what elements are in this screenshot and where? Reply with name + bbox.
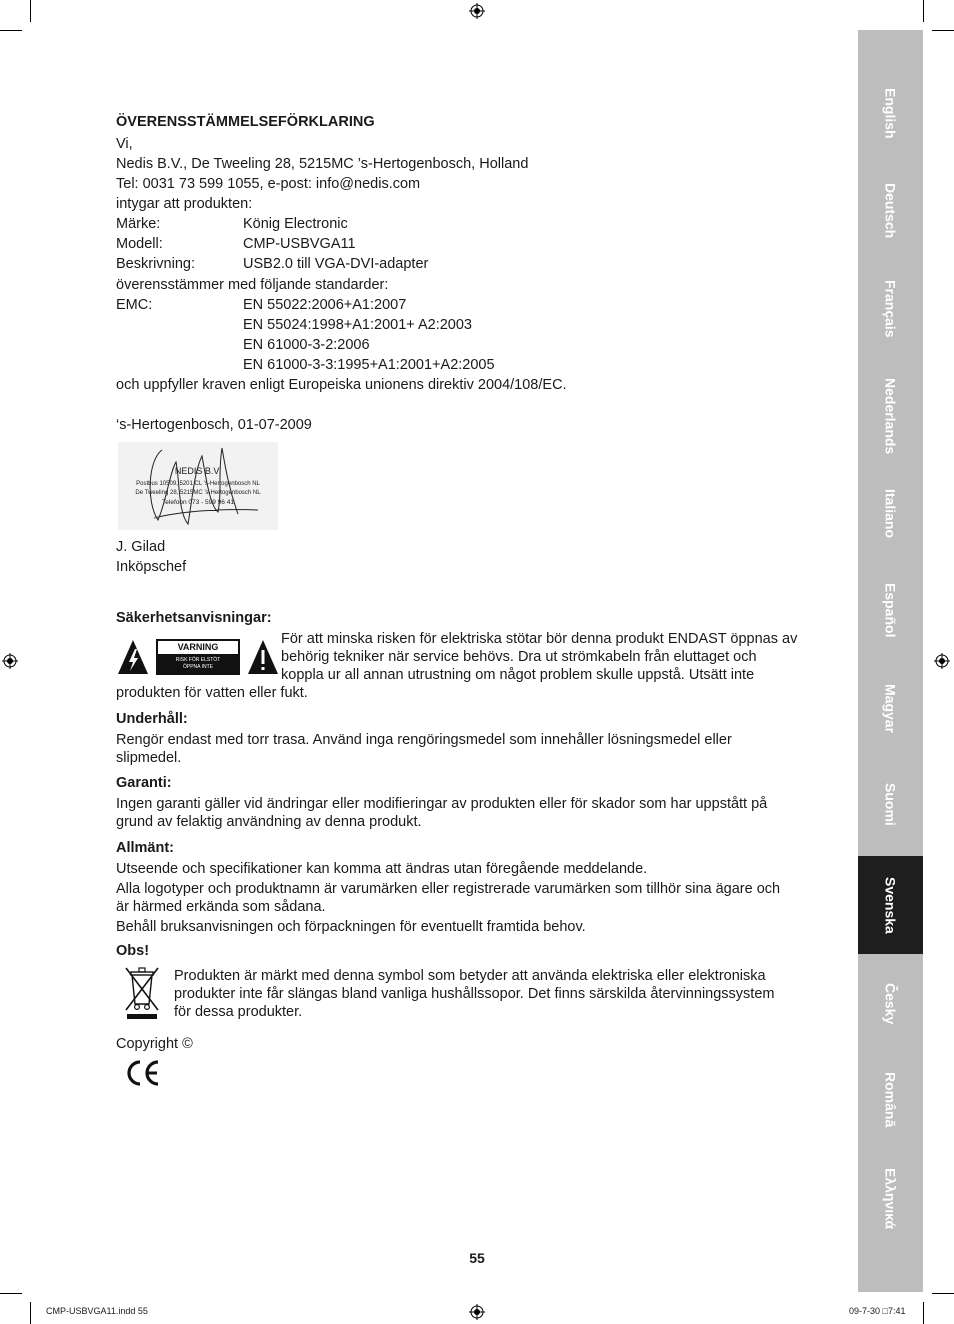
tab-label: Svenska: [882, 876, 899, 934]
model-value: CMP-USBVGA11: [243, 236, 356, 252]
signature-icon: [118, 442, 278, 530]
tab-label: Magyar: [882, 684, 899, 734]
tab-magyar[interactable]: [858, 666, 923, 752]
emc-label: EMC:: [116, 297, 153, 313]
maintenance-text: slipmedel.: [116, 750, 182, 766]
brand-label: Märke:: [116, 216, 161, 232]
decl-certify: intygar att produkten:: [116, 196, 253, 212]
tab-nederlands[interactable]: [858, 358, 923, 474]
note-text: produkter inte får slängas bland vanliga hushållssopor. Det finns särskilda återvinningssystem: [174, 986, 775, 1002]
tab-label: Español: [882, 582, 899, 638]
general-heading: Allmänt:: [116, 840, 174, 856]
stamp-address: Postbus 10509, 5201 CL ’s-Hertogenbosch NL: [136, 481, 260, 487]
safety-text: koppla ur all annan utrustning om något problem skulle uppstå. Utsätt inte: [281, 667, 755, 683]
registration-mark-icon: [469, 3, 485, 19]
decl-directive: och uppfyller kraven enligt Europeiska unionens direktiv 2004/108/EC.: [116, 377, 567, 393]
warning-label-graphic: [116, 637, 280, 677]
page-number: 55: [469, 1250, 485, 1266]
signer-title: Inköpschef: [116, 559, 187, 575]
general-text: Alla logotyper och produktnamn är varumärken eller registrerade varumärken som tillhör sina ägare och: [116, 881, 781, 897]
maintenance-text: Rengör endast med torr trasa. Använd inga rengöringsmedel som innehåller lösningsmedel eller: [116, 732, 732, 748]
signature-stamp: [118, 442, 278, 530]
signer-name: J. Gilad: [116, 539, 166, 555]
emc-standard: EN 61000-3-2:2006: [243, 337, 370, 353]
registration-mark-icon: [469, 1304, 485, 1320]
warning-box: [156, 639, 240, 675]
warranty-heading: Garanti:: [116, 775, 172, 791]
declaration-heading: ÖVERENSSTÄMMELSEFÖRKLARING: [116, 114, 375, 130]
tab-deutsch[interactable]: [858, 162, 923, 260]
tab-label: English: [882, 87, 899, 139]
safety-text: produkten för vatten eller fukt.: [116, 685, 308, 701]
tab-label: Suomi: [882, 782, 899, 826]
tab-svenska[interactable]: [858, 856, 923, 954]
tab-espanol[interactable]: [858, 554, 923, 666]
tab-label: Română: [882, 1072, 899, 1128]
registration-mark-icon: [934, 653, 950, 669]
note-text: för dessa produkter.: [174, 1004, 303, 1020]
tab-label: Ελληνικά: [882, 1168, 899, 1230]
decl-contact: Tel: 0031 73 599 1055, e-post: info@nedis.com: [116, 176, 421, 192]
desc-value: USB2.0 till VGA-DVI-adapter: [243, 256, 429, 272]
tab-label: Česky: [882, 983, 899, 1025]
tab-label: Français: [882, 280, 899, 338]
decl-vi: Vi,: [116, 136, 133, 152]
ce-mark-icon: [124, 1058, 162, 1088]
tab-cesky[interactable]: [858, 954, 923, 1054]
emc-standard: EN 61000-3-3:1995+A1:2001+A2:2005: [243, 357, 495, 373]
warning-sub: ÖPPNA INTE: [182, 664, 213, 670]
copyright: Copyright ©: [116, 1036, 193, 1052]
tab-label: Deutsch: [882, 183, 899, 239]
tab-suomi[interactable]: [858, 752, 923, 856]
footer-date: 09-7-30 □7:41: [849, 1306, 906, 1316]
warning-sub: RISK FÖR ELSTÖT: [175, 657, 221, 663]
warranty-text: Ingen garanti gäller vid ändringar eller modifieringar av produkten eller för skador som har uppstått på: [116, 796, 768, 812]
place-date: ‘s-Hertogenbosch, 01-07-2009: [116, 417, 312, 433]
stamp-company: NEDIS B.V.: [174, 466, 222, 476]
registration-mark-icon: [2, 653, 18, 669]
general-text: Utseende och specifikationer kan komma att ändras utan föregående meddelande.: [116, 861, 648, 877]
emc-standard: EN 55024:1998+A1:2001+ A2:2003: [243, 317, 472, 333]
language-tabs: [858, 30, 923, 1292]
emc-standard: EN 55022:2006+A1:2007: [243, 297, 407, 313]
tab-francais[interactable]: [858, 260, 923, 358]
safety-text: behörig tekniker när service behövs. Dra ut strömkabeln från eluttaget och: [281, 649, 757, 665]
tab-romana[interactable]: [858, 1054, 923, 1146]
model-label: Modell:: [116, 236, 163, 252]
tab-ellinika[interactable]: [858, 1146, 923, 1252]
stamp-address: De Tweeling 28, 5215MC ’s-Hertogenbosch NL: [135, 490, 261, 496]
desc-label: Beskrivning:: [116, 256, 195, 272]
safety-text: För att minska risken för elektriska stötar bör denna produkt ENDAST öppnas av: [281, 631, 798, 647]
weee-bin-icon: [122, 964, 162, 1022]
tab-label: Italiano: [882, 489, 899, 539]
decl-company: Nedis B.V., De Tweeling 28, 5215MC ’s-Hertogenbosch, Holland: [116, 156, 529, 172]
general-text: är härmed erkända som sådana.: [116, 899, 326, 915]
decl-conforms: överensstämmer med följande standarder:: [116, 277, 389, 293]
note-text: Produkten är märkt med denna symbol som betyder att använda elektriska eller elektroniska: [174, 968, 766, 984]
tab-label: Nederlands: [882, 377, 899, 455]
maintenance-heading: Underhåll:: [116, 711, 188, 727]
tab-italiano[interactable]: [858, 474, 923, 554]
tab-english[interactable]: [858, 64, 923, 162]
lightning-warning-icon: [116, 637, 150, 677]
footer-file: CMP-USBVGA11.indd 55: [46, 1306, 148, 1316]
exclamation-warning-icon: [246, 637, 280, 677]
warning-label: VARNING: [158, 641, 238, 654]
warranty-text: grund av felaktig användning av denna produkt.: [116, 814, 422, 830]
general-text: Behåll bruksanvisningen och förpackningen för eventuellt framtida behov.: [116, 919, 586, 935]
note-heading: Obs!: [116, 943, 150, 959]
safety-heading: Säkerhetsanvisningar:: [116, 610, 272, 626]
brand-value: König Electronic: [243, 216, 348, 232]
stamp-phone: Telefoon 073 - 599 96 41: [162, 499, 234, 506]
